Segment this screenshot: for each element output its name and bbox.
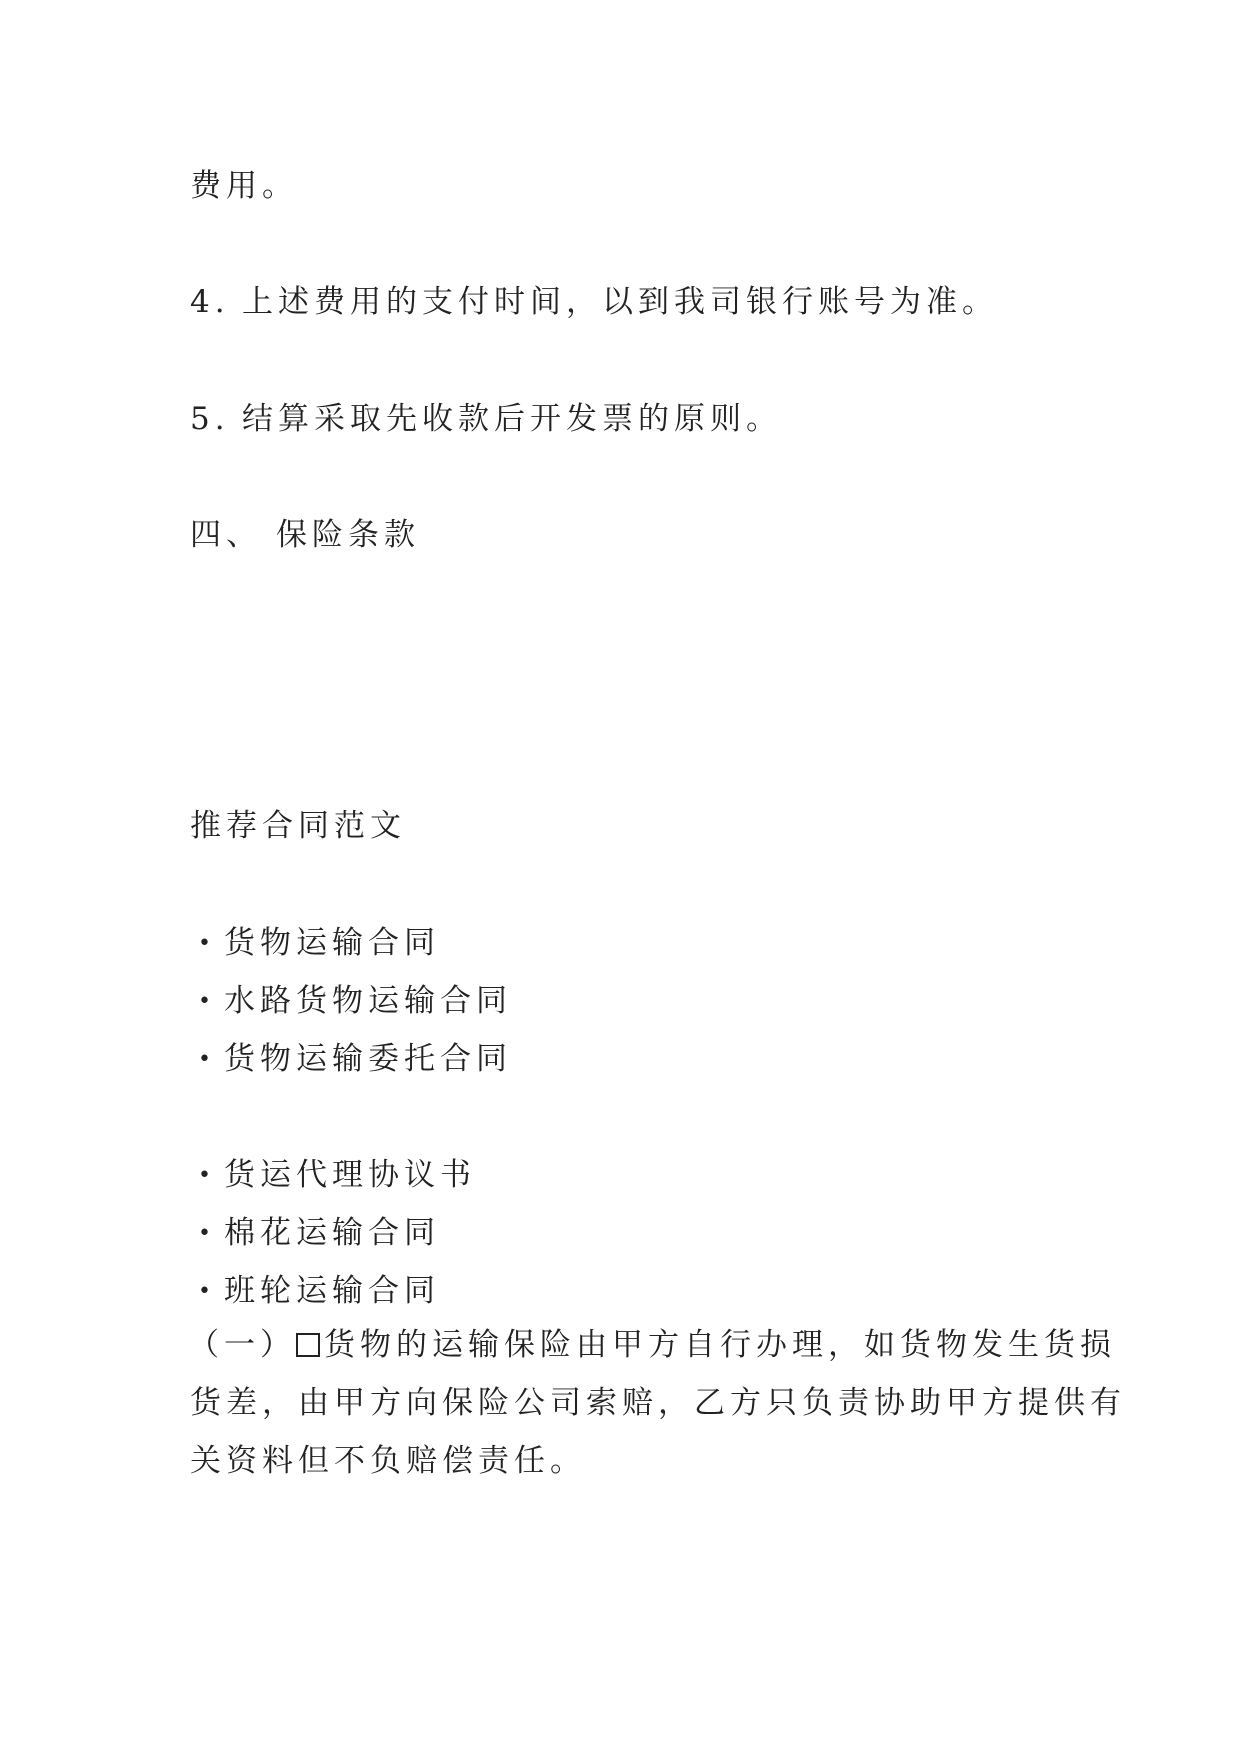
section-heading-insurance [190,515,420,555]
recommend-heading-text: 推荐合同范文 [190,808,406,844]
bullet-icon: • [198,931,216,956]
clause-text: 关资料但不负赔偿责任。 [190,1443,586,1479]
recommend-link-6[interactable] [198,1271,440,1312]
clause-line-2 [190,1383,1126,1423]
item-number: 5. [190,401,230,437]
recommend-link-text[interactable]: 棉花运输合同 [224,1215,440,1251]
bullet-icon: • [198,989,216,1014]
clause-text: 货物的运输保险由甲方自行办理，如货物发生货损 [324,1327,1116,1363]
clause-prefix: （一） [188,1327,296,1363]
recommend-link-text[interactable]: 水路货物运输合同 [224,983,512,1019]
recommend-link-text[interactable]: 班轮运输合同 [224,1273,440,1309]
clause-line-1 [188,1325,1116,1365]
bullet-icon: • [198,1163,216,1188]
recommend-link-3[interactable] [198,1039,512,1080]
recommend-link-4[interactable] [198,1155,476,1196]
recommend-link-5[interactable] [198,1213,440,1254]
checkbox-icon [296,1333,320,1357]
section-title: 保险条款 [276,517,420,553]
item-text: 上述费用的支付时间，以到我司银行账号为准。 [242,284,998,320]
recommend-link-1[interactable] [198,923,440,964]
paragraph-item-5 [190,399,782,439]
section-number: 四、 [190,517,262,553]
recommend-link-text[interactable]: 货物运输委托合同 [224,1041,512,1077]
paragraph-text: 费用。 [190,168,298,204]
recommend-link-text[interactable]: 货物运输合同 [224,925,440,961]
paragraph-fee-end [190,166,298,206]
item-number: 4. [190,284,230,320]
clause-text: 货差，由甲方向保险公司索赔，乙方只负责协助甲方提供有 [190,1385,1126,1421]
recommend-link-2[interactable] [198,981,512,1022]
bullet-icon: • [198,1279,216,1304]
bullet-icon: • [198,1221,216,1246]
recommend-link-text[interactable]: 货运代理协议书 [224,1157,476,1193]
paragraph-item-4 [190,282,998,322]
bullet-icon: • [198,1047,216,1072]
item-text: 结算采取先收款后开发票的原则。 [242,401,782,437]
recommend-heading [190,806,406,846]
clause-line-3 [190,1441,586,1481]
